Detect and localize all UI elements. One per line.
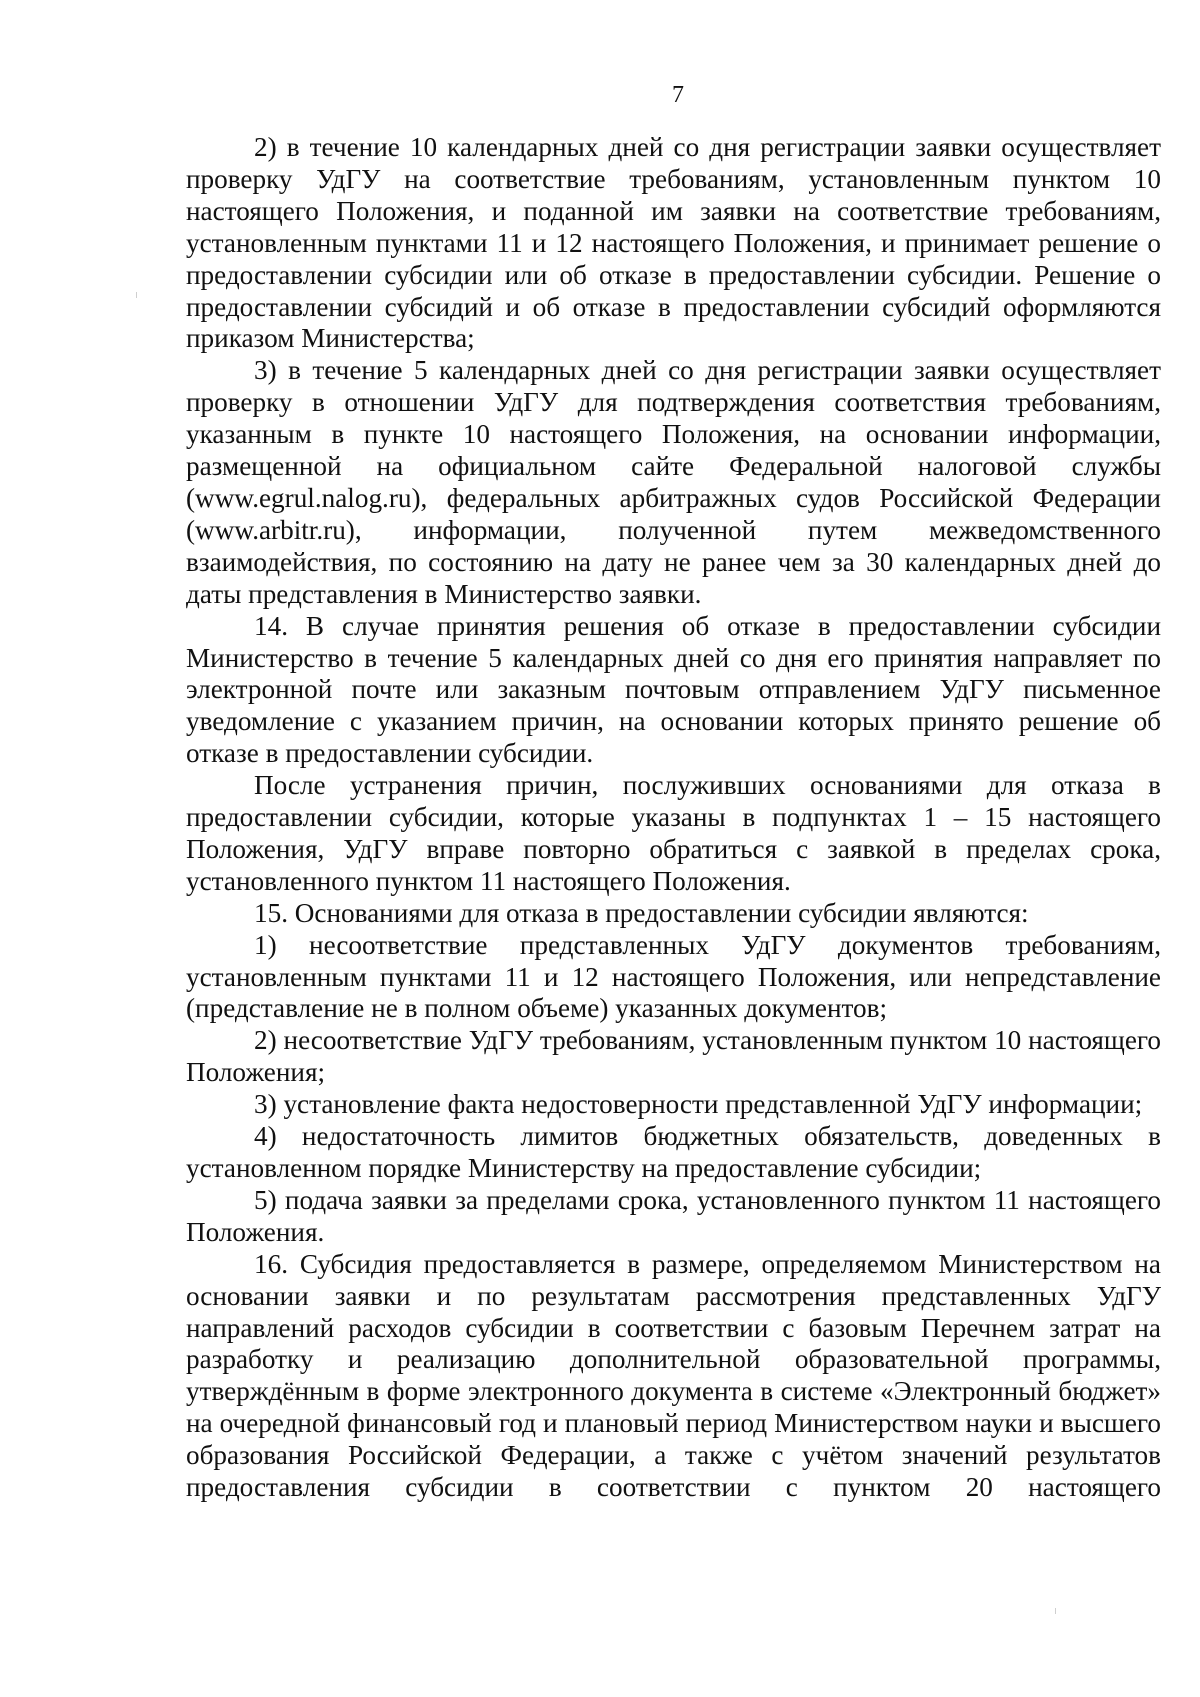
paragraph-15-item-5: 5) подача заявки за пределами срока, установленного пунктом 11 настоящего Положения.	[186, 1184, 1161, 1247]
scan-mark	[1055, 1608, 1056, 1614]
paragraph-14: 14. В случае принятия решения об отказе в предоставлении субсидии Министерство в течение 5 календарных дней со дня его принятия направляет по электронной почте или заказным почтовым отправлением УдГУ письменное уведомление с указанием причин, на основании которых принято решение об отказе в предоставлении субсидии.	[186, 610, 1161, 769]
paragraph-item-2: 2) в течение 10 календарных дней со дня регистрации заявки осуществляет проверку УдГУ на соответствие требованиям, установленным пунктом 10 настоящего Положения, и поданной им заявки на соответствие требованиям, установленным пунктами 11 и 12 настоящего Положения, и принимает решение о предоставлении субсидии или об отказе в предоставлении субсидии. Решение о предоставлении субсидий и об отказе в предоставлении субсидий оформляются приказом Министерства;	[186, 132, 1161, 354]
paragraph-15-item-1: 1) несоответствие представленных УдГУ документов требованиям, установленным пунктами 11 и 12 настоящего Положения, или непредставление (представление не в полном объеме) указанных документов;	[186, 929, 1161, 1024]
scan-mark	[136, 292, 137, 298]
paragraph-item-3: 3) в течение 5 календарных дней со дня регистрации заявки осуществляет проверку в отношении УдГУ для подтверждения соответствия требованиям, указанным в пункте 10 настоящего Положения, на основании информации, размещенной на официальном сайте Федеральной налоговой службы (www.egrul.nalog.ru), федеральных арбитражных судов Российской Федерации (www.arbitr.ru), информации, полученной путем межведомственного взаимодействия, по состоянию на дату не ранее чем за 30 календарных дней до даты представления в Министерство заявки.	[186, 355, 1161, 609]
paragraph-15: 15. Основаниями для отказа в предоставлении субсидии являются:	[254, 897, 1029, 928]
paragraph-16: 16. Субсидия предоставляется в размере, определяемом Министерством на основании заявки и по результатам рассмотрения представленных УдГУ направлений расходов субсидии в соответствии с базовым Перечнем затрат на разработку и реализацию дополнительной образовательной программы, утверждённым в форме электронного документа в системе «Электронный бюджет» на очередной финансовый год и плановый период Министерством науки и высшего образования Российской Федерации, а также с учётом значений результатов предоставления субсидии в соответствии с пунктом 20 настоящего	[186, 1248, 1161, 1503]
paragraph-14-continuation: После устранения причин, послуживших основаниями для отказа в предоставлении субсидии, которые указаны в подпунктах 1 – 15 настоящего Положения, УдГУ вправе повторно обратиться с заявкой в пределах срока, установленного пунктом 11 настоящего Положения.	[186, 770, 1161, 896]
paragraph-15-item-2: 2) несоответствие УдГУ требованиям, установленным пунктом 10 настоящего Положения;	[186, 1025, 1161, 1088]
page-number: 7	[672, 82, 684, 108]
document-body	[186, 132, 1161, 1504]
paragraph-15-item-3: 3) установление факта недостоверности представленной УдГУ информации;	[254, 1089, 1143, 1120]
paragraph-15-item-4: 4) недостаточность лимитов бюджетных обязательств, доведенных в установленном порядке Министерству на предоставление субсидии;	[186, 1121, 1161, 1183]
